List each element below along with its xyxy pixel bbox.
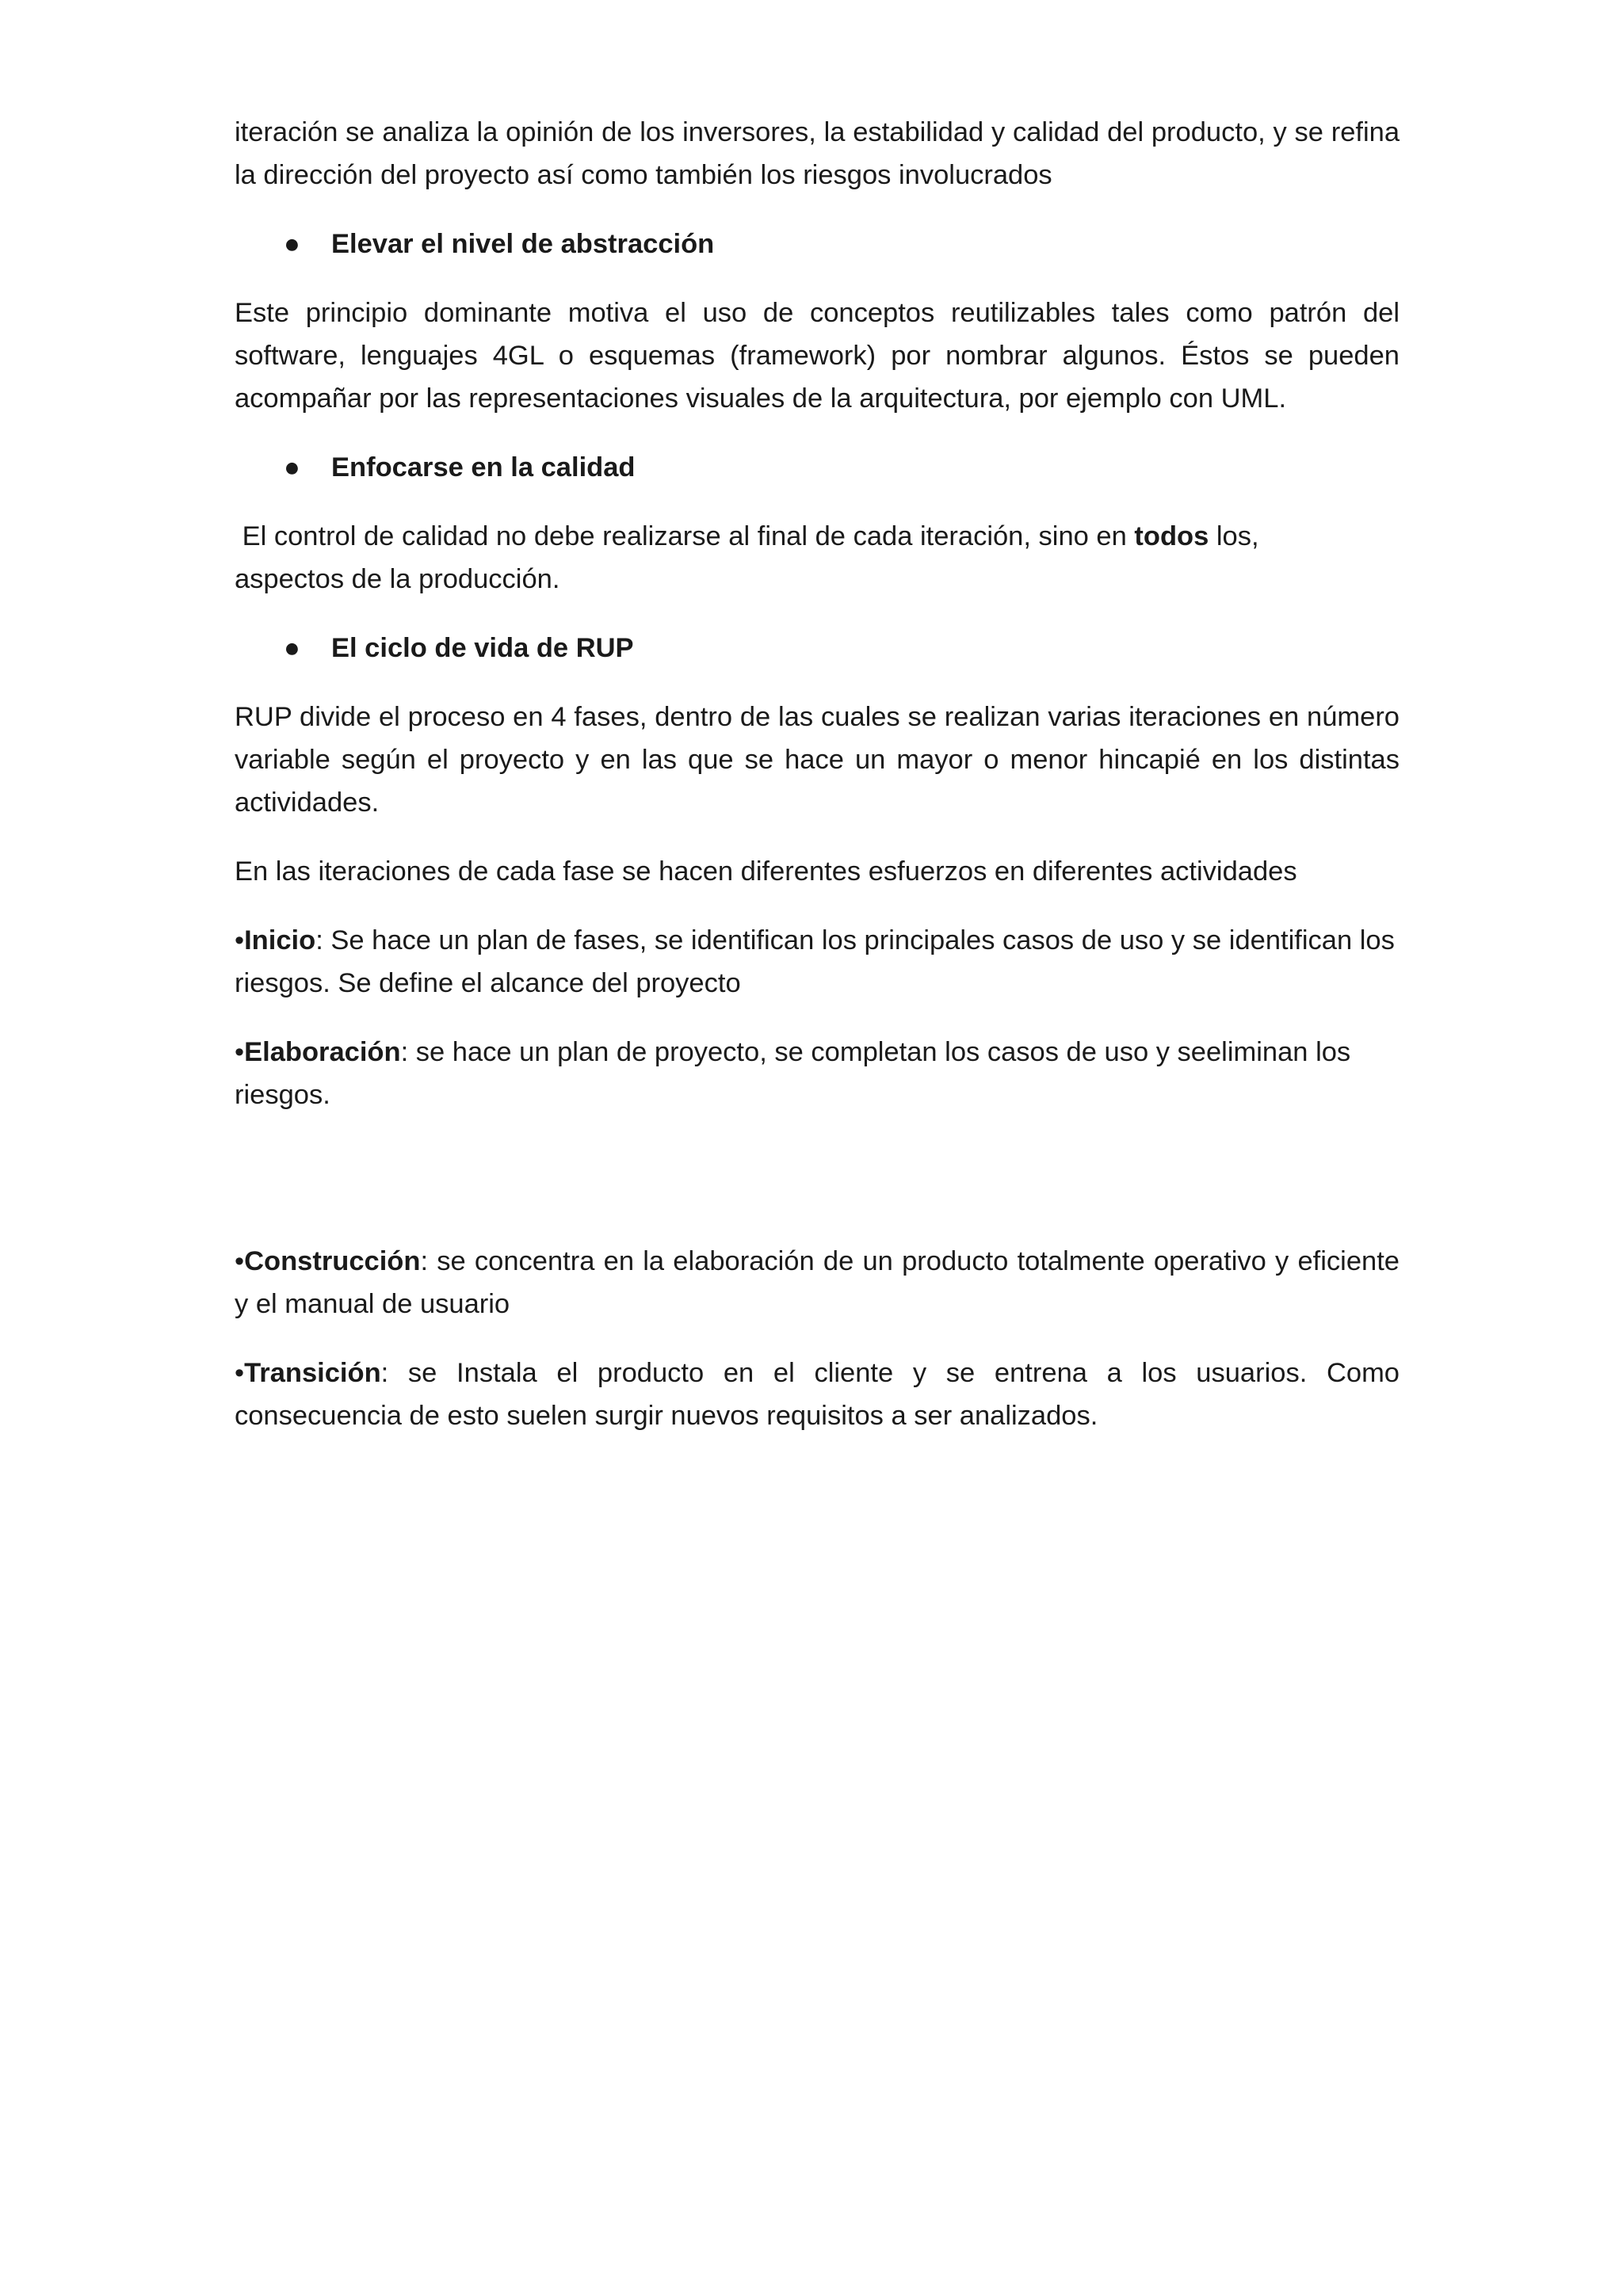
phase-name: Inicio <box>244 925 316 955</box>
phase-transicion <box>235 1352 1400 1437</box>
paragraph-abstraction: Este principio dominante motiva el uso de conceptos reutilizables tales como patrón del software, lenguajes 4GL o esquemas (framework) por nombrar algunos. Éstos se pueden acompañar por las representaciones visuales de la arquitectura, por ejemplo con UML. <box>235 298 1400 414</box>
heading-lifecycle <box>235 627 1400 669</box>
phase-text: : Se hace un plan de fases, se identifican los principales casos de uso y se identifican los riesgos. Se define el alcance del proyecto <box>235 925 1395 998</box>
blank-gap <box>235 1142 1400 1240</box>
document-body <box>235 111 1400 1463</box>
heading-lifecycle-label: El ciclo de vida de RUP <box>331 633 634 663</box>
bullet-dot-icon: ● <box>284 229 300 259</box>
bullet-icon: • <box>235 925 245 955</box>
bullet-dot-icon: ● <box>284 633 300 663</box>
heading-abstraction-label: Elevar el nivel de abstracción <box>331 229 715 259</box>
paragraph-lifecycle: RUP divide el proceso en 4 fases, dentro de las cuales se realizan varias iteraciones en número variable según el proyecto y en las que se hace un mayor o menor hincapié en los distintas actividades. <box>235 702 1400 818</box>
paragraph-iterations: En las iteraciones de cada fase se hacen diferentes esfuerzos en diferentes actividades <box>235 856 1297 887</box>
bullet-icon: • <box>235 1358 245 1388</box>
heading-quality-label: Enfocarse en la calidad <box>331 452 636 482</box>
paragraph-quality-part1: El control de calidad no debe realizarse al final de cada iteración, sino en <box>235 521 1135 551</box>
paragraph-quality <box>235 515 1400 601</box>
phase-elaboracion <box>235 1031 1400 1116</box>
phase-construccion <box>235 1240 1400 1325</box>
phase-name: Elaboración <box>244 1037 401 1067</box>
paragraph-quality-bold: todos <box>1134 521 1209 551</box>
bullet-icon: • <box>235 1246 245 1276</box>
bullet-dot-icon: ● <box>284 452 300 482</box>
paragraph-quality-part2: los, aspectos de la producción. <box>235 521 1267 594</box>
heading-quality <box>235 446 1400 489</box>
phase-name: Transición <box>244 1358 381 1388</box>
phase-name: Construcción <box>244 1246 421 1276</box>
phase-text: : se concentra en la elaboración de un producto totalmente operativo y eficiente y el manual de usuario <box>235 1246 1400 1319</box>
paragraph-iteration: iteración se analiza la opinión de los inversores, la estabilidad y calidad del producto, y se refina la dirección del proyecto así como también los riesgos involucrados <box>235 117 1400 190</box>
phase-text: : se Instala el producto en el cliente y se entrena a los usuarios. Como consecuencia de esto suelen surgir nuevos requisitos a ser analizados. <box>235 1358 1400 1431</box>
phase-text: : se hace un plan de proyecto, se completan los casos de uso y seeliminan los riesgos. <box>235 1037 1351 1110</box>
phase-inicio <box>235 919 1400 1005</box>
heading-abstraction <box>235 223 1400 265</box>
bullet-icon: • <box>235 1037 245 1067</box>
